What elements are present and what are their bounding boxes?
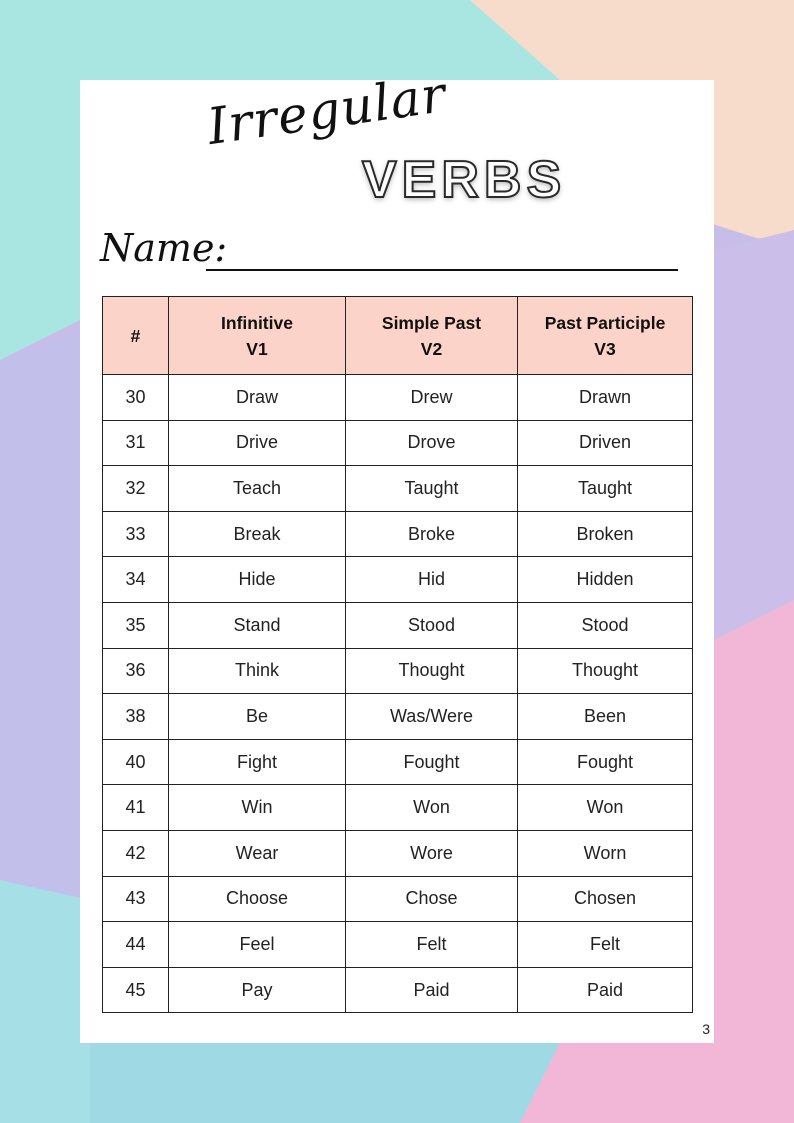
cell-infinitive: Win [169, 785, 346, 831]
cell-infinitive: Feel [169, 922, 346, 968]
cell-simple-past: Wore [346, 830, 518, 876]
title-main: VERBS [362, 151, 567, 209]
cell-simple-past: Felt [346, 922, 518, 968]
cell-simple-past: Thought [346, 648, 518, 694]
cell-simple-past: Stood [346, 602, 518, 648]
header-simple-past-code: V2 [420, 338, 443, 359]
header-infinitive [169, 297, 346, 375]
cell-simple-past: Broke [346, 511, 518, 557]
cell-past-participle: Drawn [518, 375, 693, 421]
worksheet-page [80, 65, 714, 1043]
cell-simple-past: Won [346, 785, 518, 831]
header-simple-past-label: Simple Past [381, 312, 482, 333]
cell-simple-past: Chose [346, 876, 518, 922]
cell-infinitive: Stand [169, 602, 346, 648]
cell-infinitive: Think [169, 648, 346, 694]
cell-number: 33 [103, 511, 169, 557]
cell-past-participle: Hidden [518, 557, 693, 603]
cell-number: 36 [103, 648, 169, 694]
cell-number: 34 [103, 557, 169, 603]
title-script: Irregular [203, 65, 450, 156]
header-infinitive-code: V1 [246, 338, 268, 359]
cell-simple-past: Paid [346, 967, 518, 1013]
cell-number: 43 [103, 876, 169, 922]
cell-simple-past: Was/Were [346, 694, 518, 740]
cell-number: 31 [103, 420, 169, 466]
cell-past-participle: Won [518, 785, 693, 831]
header-number [103, 297, 169, 375]
cell-infinitive: Drive [169, 420, 346, 466]
cell-past-participle: Taught [518, 466, 693, 512]
table-row [103, 466, 693, 512]
name-label: Name: [100, 226, 228, 270]
header-past-participle-label: Past Participle [544, 312, 666, 333]
cell-simple-past: Taught [346, 466, 518, 512]
cell-past-participle: Stood [518, 602, 693, 648]
table-header-row [103, 297, 693, 375]
cell-past-participle: Chosen [518, 876, 693, 922]
cell-simple-past: Fought [346, 739, 518, 785]
cell-past-participle: Fought [518, 739, 693, 785]
cell-number: 41 [103, 785, 169, 831]
cell-infinitive: Wear [169, 830, 346, 876]
table-row [103, 694, 693, 740]
cell-past-participle: Driven [518, 420, 693, 466]
name-write-line[interactable] [206, 269, 678, 271]
cell-simple-past: Drew [346, 375, 518, 421]
irregular-verbs-table [102, 296, 693, 1013]
cell-past-participle: Thought [518, 648, 693, 694]
table-row [103, 511, 693, 557]
cell-infinitive: Teach [169, 466, 346, 512]
table-row [103, 830, 693, 876]
cell-number: 44 [103, 922, 169, 968]
table-row [103, 739, 693, 785]
table-row [103, 922, 693, 968]
cell-number: 38 [103, 694, 169, 740]
table-row [103, 420, 693, 466]
cell-simple-past: Drove [346, 420, 518, 466]
cell-simple-past: Hid [346, 557, 518, 603]
cell-number: 45 [103, 967, 169, 1013]
table-row [103, 876, 693, 922]
header-number-label: # [130, 325, 141, 346]
cell-infinitive: Hide [169, 557, 346, 603]
table-row [103, 785, 693, 831]
table-row [103, 648, 693, 694]
cell-past-participle: Worn [518, 830, 693, 876]
header-past-participle-code: V3 [594, 338, 616, 359]
cell-infinitive: Break [169, 511, 346, 557]
table-row [103, 967, 693, 1013]
cell-past-participle: Paid [518, 967, 693, 1013]
cell-past-participle: Been [518, 694, 693, 740]
cell-number: 35 [103, 602, 169, 648]
page-number: 3 [702, 1021, 710, 1037]
header-past-participle [518, 297, 693, 375]
cell-infinitive: Fight [169, 739, 346, 785]
cell-infinitive: Pay [169, 967, 346, 1013]
cell-number: 40 [103, 739, 169, 785]
cell-number: 42 [103, 830, 169, 876]
cell-infinitive: Draw [169, 375, 346, 421]
table-row [103, 602, 693, 648]
cell-past-participle: Broken [518, 511, 693, 557]
cell-infinitive: Be [169, 694, 346, 740]
table-row [103, 375, 693, 421]
header-simple-past [346, 297, 518, 375]
header-infinitive-label: Infinitive [221, 312, 293, 333]
table-row [103, 557, 693, 603]
cell-infinitive: Choose [169, 876, 346, 922]
cell-number: 30 [103, 375, 169, 421]
cell-past-participle: Felt [518, 922, 693, 968]
cell-number: 32 [103, 466, 169, 512]
